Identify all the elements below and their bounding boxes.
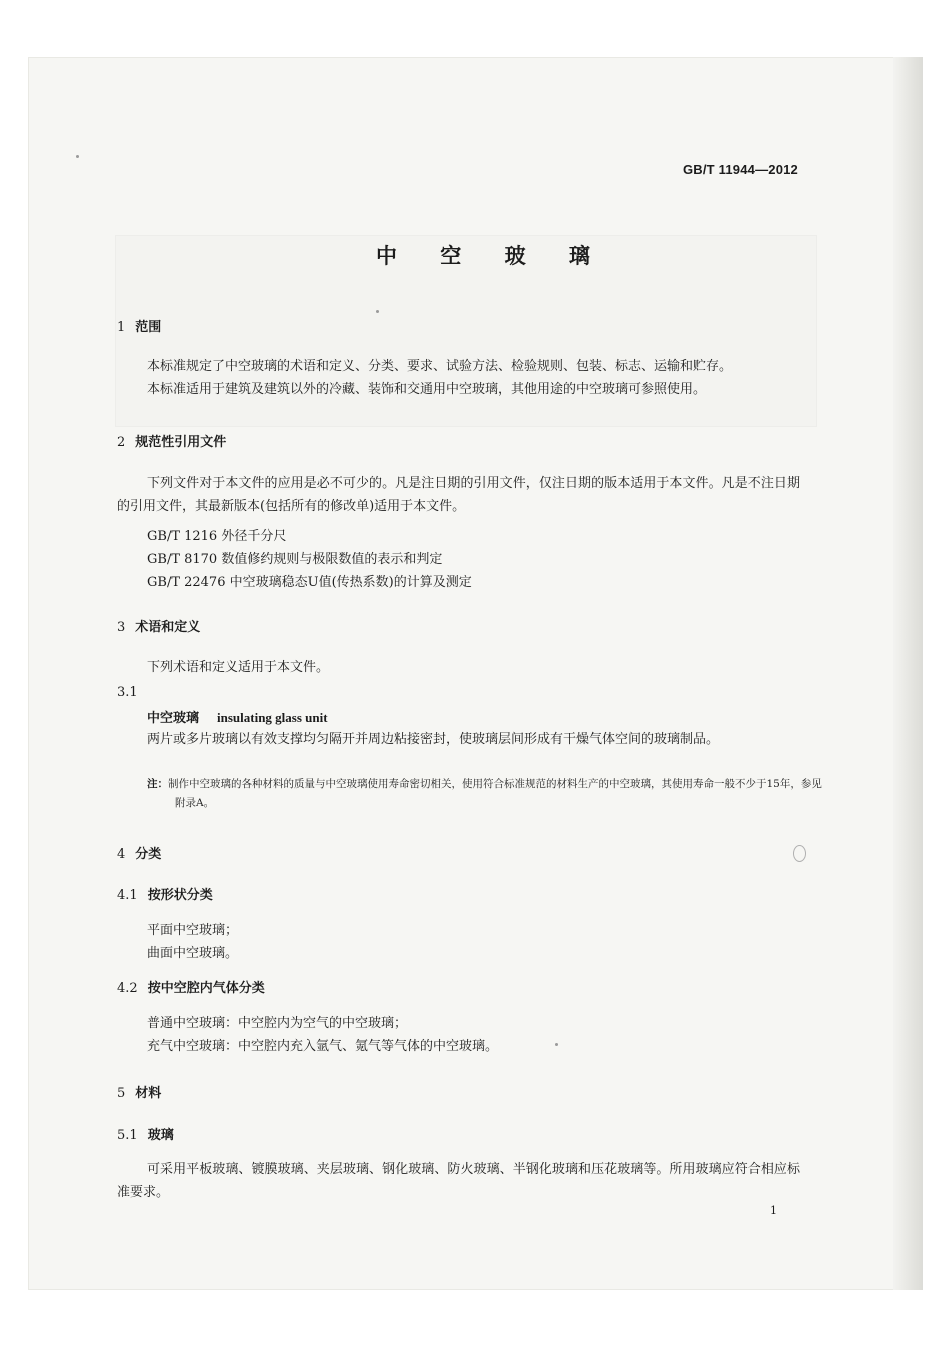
section-3-heading	[117, 616, 200, 635]
term-entry	[147, 707, 328, 726]
section-title: 分类	[135, 847, 162, 862]
clause-title: 按形状分类	[147, 888, 213, 903]
scan-circle-mark	[793, 845, 806, 862]
clause-number: 4.2	[117, 981, 138, 996]
scan-speck	[76, 155, 79, 158]
page-number: 1	[770, 1204, 777, 1217]
section-number: 5	[117, 1086, 126, 1101]
clause-4-1-heading	[117, 884, 213, 903]
clause-3-1-number: 3.1	[117, 685, 138, 700]
note-label: 注：	[147, 778, 168, 790]
term-english: insulating glass unit	[217, 710, 328, 725]
page-edge-shadow	[893, 57, 923, 1290]
note-text: 制作中空玻璃的各种材料的质量与中空玻璃使用寿命密切相关，使用符合标准规范的材料生产的中空玻璃，其使用寿命一般不少于15年，参见附录A。	[168, 778, 822, 809]
section-title: 范围	[135, 320, 162, 335]
clause-number: 5.1	[117, 1128, 138, 1143]
section-number: 1	[117, 320, 126, 335]
section-4-heading	[117, 843, 161, 862]
clause-number: 4.1	[117, 888, 138, 903]
scan-speck	[555, 1043, 558, 1046]
section-1-heading	[117, 316, 161, 335]
list-item: 平面中空玻璃；	[147, 923, 239, 938]
section-title: 术语和定义	[135, 620, 201, 635]
list-item: 普通中空玻璃：中空腔内为空气的中空玻璃；	[147, 1016, 408, 1031]
clause-5-1-heading	[117, 1124, 174, 1143]
section-number: 4	[117, 847, 126, 862]
section-title: 规范性引用文件	[135, 435, 227, 450]
section-title: 材料	[135, 1086, 162, 1101]
standard-number: GB/T 11944—2012	[682, 162, 798, 177]
reference-item: GB/T 1216 外径千分尺	[147, 529, 287, 544]
section-5-heading	[117, 1082, 161, 1101]
glass-paragraph: 可采用平板玻璃、镀膜玻璃、夹层玻璃、钢化玻璃、防火玻璃、半钢化玻璃和压花玻璃等。所用玻璃应符合相应标准要求。	[117, 1162, 800, 1200]
document-title: 中 空 玻 璃	[376, 243, 608, 268]
clause-4-2-heading	[117, 977, 265, 996]
section-2-heading	[117, 431, 226, 450]
clause-title: 按中空腔内气体分类	[147, 981, 265, 996]
scope-paragraph-2: 本标准适用于建筑及建筑以外的冷藏、装饰和交通用中空玻璃，其他用途的中空玻璃可参照使用。	[147, 382, 707, 397]
term-chinese: 中空玻璃	[147, 711, 200, 726]
reference-item: GB/T 22476 中空玻璃稳态U值(传热系数)的计算及测定	[147, 575, 472, 590]
list-item: 充气中空玻璃：中空腔内充入氩气、氪气等气体的中空玻璃。	[147, 1039, 499, 1054]
reference-item: GB/T 8170 数值修约规则与极限数值的表示和判定	[147, 552, 443, 567]
normative-references-paragraph: 下列文件对于本文件的应用是必不可少的。凡是注日期的引用文件，仅注日期的版本适用于本文件。凡是不注日期的引用文件，其最新版本(包括所有的修改单)适用于本文件。	[117, 476, 800, 514]
term-note	[147, 775, 828, 813]
term-definition: 两片或多片玻璃以有效支撑均匀隔开并周边粘接密封，使玻璃层间形成有干燥气体空间的玻璃制品。	[147, 732, 720, 747]
section-number: 3	[117, 620, 126, 635]
scan-speck	[376, 310, 379, 313]
clause-title: 玻璃	[147, 1128, 174, 1143]
section-number: 2	[117, 435, 126, 450]
scope-paragraph-1: 本标准规定了中空玻璃的术语和定义、分类、要求、试验方法、检验规则、包装、标志、运输和贮存。	[147, 359, 733, 374]
terms-intro-paragraph: 下列术语和定义适用于本文件。	[147, 660, 330, 675]
list-item: 曲面中空玻璃。	[147, 946, 239, 961]
